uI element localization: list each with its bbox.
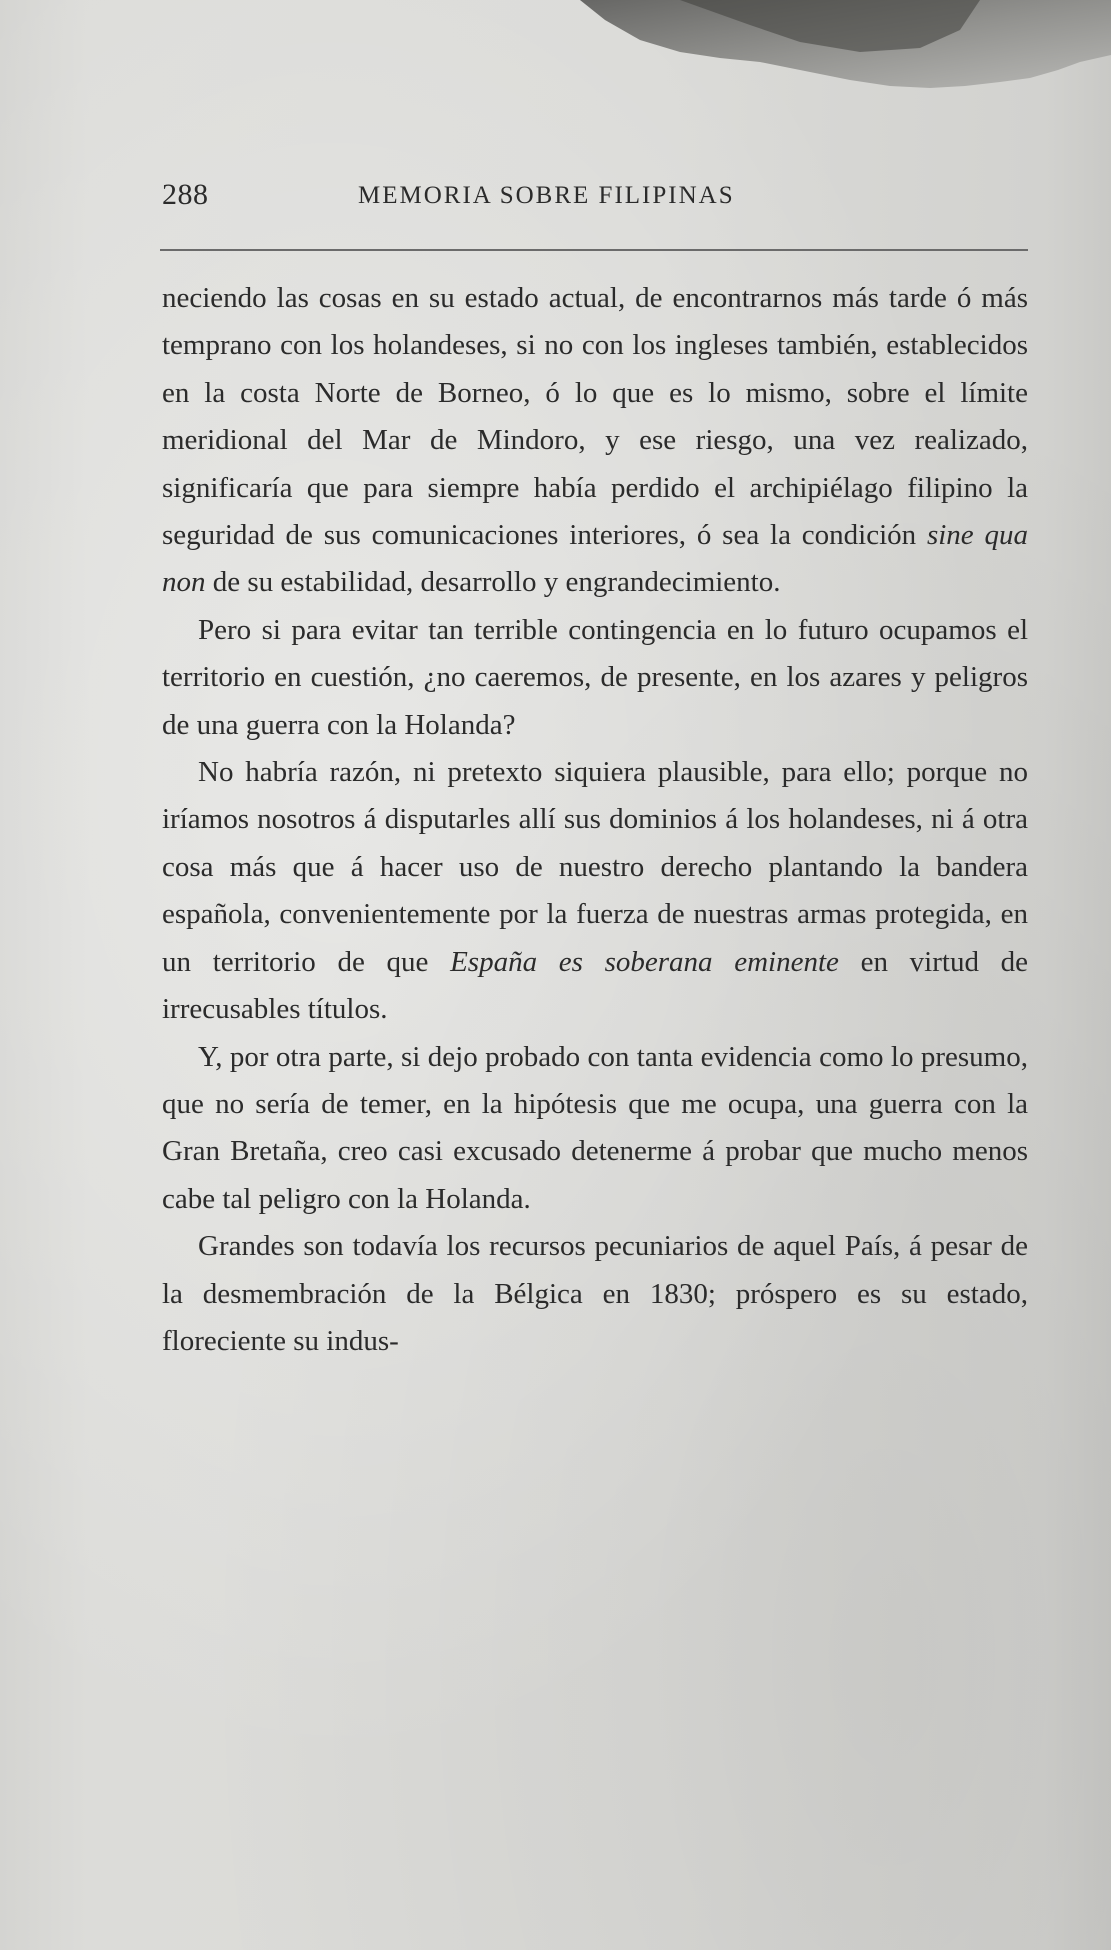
paragraph-1 (162, 275, 1028, 607)
paragraph-5: Grandes son todavía los recursos pecuniarios de aquel País, á pesar de la desmembración de la Bélgica en 1830; próspero es su estado, floreciente su indus- (162, 1230, 1028, 1357)
paragraph-1-text-a: neciendo las cosas en su estado actual, de encontrarnos más tarde ó más temprano con los holandeses, si no con los ingleses también, establecidos en la costa Norte de Borneo, ó lo que es lo mismo, sobre el límite meridional del Mar de Mindoro, y ese riesgo, una vez realizado, significaría que para siempre había perdido el archipiélago filipino la seguridad de sus comunicaciones interiores, ó sea la condición (162, 282, 1028, 552)
torn-paper-edge (560, 0, 1111, 110)
paragraph-3-text-b: en virtud de irrecusables títulos. (162, 945, 1028, 1026)
running-title: MEMORIA SOBRE FILIPINAS (358, 182, 735, 209)
header-rule (160, 249, 1028, 251)
paragraph-3-text-a: No habría razón, ni pretexto siquiera plausible, para ello; porque no iríamos nosotros á disputarles allí sus dominios á los holandeses, ni á otra cosa más que á hacer uso de nuestro derecho plantando la bandera española, convenientemente por la fuerza de nuestras armas protegida, en un territorio de que (162, 756, 1028, 978)
body-text (162, 275, 1028, 1365)
paragraph-3 (162, 749, 1028, 1033)
paragraph-4: Y, por otra parte, si dejo probado con tanta evidencia como lo presumo, que no sería de temer, en la hipótesis que me ocupa, una guerra con la Gran Bretaña, creo casi excusado detenerme á probar que mucho menos cabe tal peligro con la Holanda. (162, 1040, 1028, 1215)
paragraph-1-text-b: de su estabilidad, desarrollo y engrandecimiento. (205, 566, 781, 599)
running-head (162, 178, 1032, 228)
paragraph-3-italic: España es soberana eminente (450, 945, 839, 978)
paragraph-2: Pero si para evitar tan terrible contingencia en lo futuro ocupamos el territorio en cuestión, ¿no caeremos, de presente, en los azares y peligros de una guerra con la Holanda? (162, 613, 1028, 741)
page-number: 288 (162, 178, 209, 211)
paragraph-1-italic: sine qua non (162, 519, 1028, 599)
